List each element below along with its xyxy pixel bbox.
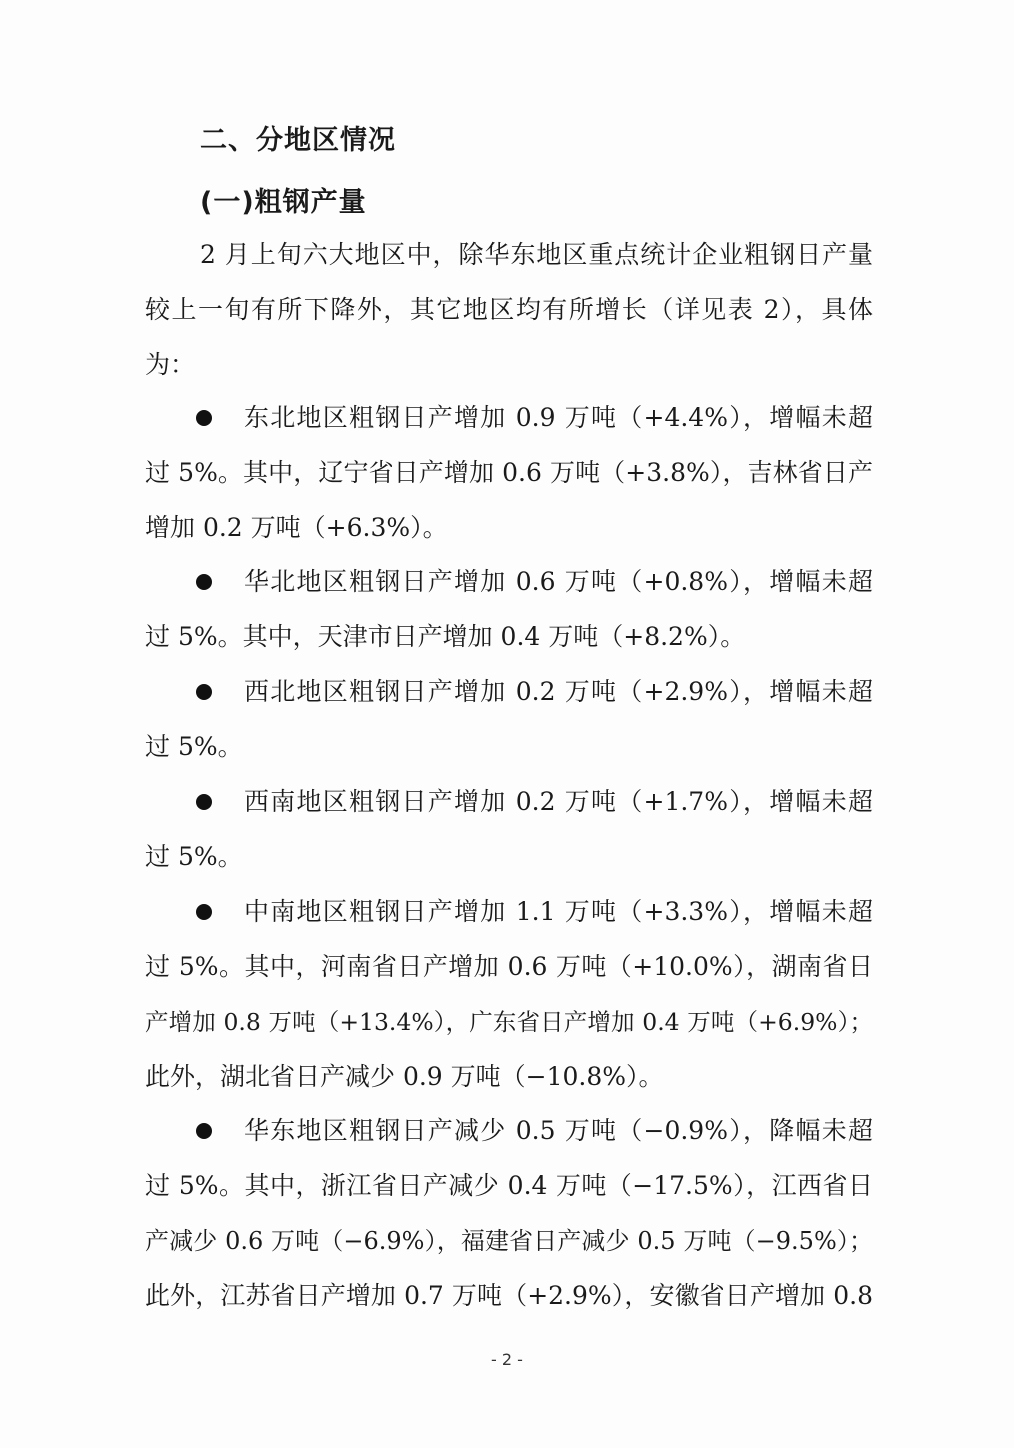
bullet-item [196, 787, 873, 817]
bullet-dot-icon [196, 684, 212, 700]
paragraph-line: 增加 0.2 万吨（+6.3%）。 [145, 513, 448, 542]
bullet-item [196, 567, 873, 597]
paragraph-line: 过 5%。 [145, 732, 243, 761]
paragraph-line: 为： [145, 350, 196, 379]
paragraph-line: 过 5%。其中，辽宁省日产增加 0.6 万吨（+3.8%），吉林省日产 [145, 458, 873, 487]
bullet-dot-icon [196, 904, 212, 920]
bullet-item [196, 1116, 873, 1146]
paragraph-line: 过 5%。其中，河南省日产增加 0.6 万吨（+10.0%），湖南省日 [145, 952, 873, 981]
paragraph-line: 2 月上旬六大地区中，除华东地区重点统计企业粗钢日产量 [200, 240, 873, 269]
paragraph-line: 过 5%。其中，天津市日产增加 0.4 万吨（+8.2%）。 [145, 622, 746, 651]
bullet-text: 华北地区粗钢日产增加 0.6 万吨（+0.8%），增幅未超 [244, 567, 873, 596]
paragraph-line: 过 5%。 [145, 842, 243, 871]
section-heading: 二、分地区情况 [200, 125, 396, 156]
bullet-item [196, 897, 873, 927]
bullet-dot-icon [196, 794, 212, 810]
bullet-item [196, 403, 873, 433]
bullet-text: 中南地区粗钢日产增加 1.1 万吨（+3.3%），增幅未超 [244, 897, 873, 926]
paragraph-line: 此外，湖北省日产减少 0.9 万吨（−10.8%）。 [145, 1062, 664, 1091]
subsection-heading: (一)粗钢产量 [200, 187, 367, 218]
paragraph-line: 此外，江苏省日产增加 0.7 万吨（+2.9%），安徽省日产增加 0.8 [145, 1281, 873, 1310]
bullet-item [196, 677, 873, 707]
bullet-text: 华东地区粗钢日产减少 0.5 万吨（−0.9%），降幅未超 [244, 1116, 873, 1145]
bullet-dot-icon [196, 1123, 212, 1139]
bullet-dot-icon [196, 574, 212, 590]
bullet-text: 西北地区粗钢日产增加 0.2 万吨（+2.9%），增幅未超 [244, 677, 873, 706]
paragraph-line: 产减少 0.6 万吨（−6.9%），福建省日产减少 0.5 万吨（−9.5%）； [145, 1227, 873, 1255]
paragraph-line: 产增加 0.8 万吨（+13.4%），广东省日产增加 0.4 万吨（+6.9%）； [145, 1008, 873, 1036]
page-number: - 2 - [491, 1350, 523, 1369]
bullet-text: 东北地区粗钢日产增加 0.9 万吨（+4.4%），增幅未超 [244, 403, 873, 432]
bullet-dot-icon [196, 410, 212, 426]
bullet-text: 西南地区粗钢日产增加 0.2 万吨（+1.7%），增幅未超 [244, 787, 873, 816]
paragraph-line: 较上一旬有所下降外，其它地区均有所增长（详见表 2），具体 [145, 295, 873, 324]
paragraph-line: 过 5%。其中，浙江省日产减少 0.4 万吨（−17.5%），江西省日 [145, 1171, 873, 1200]
